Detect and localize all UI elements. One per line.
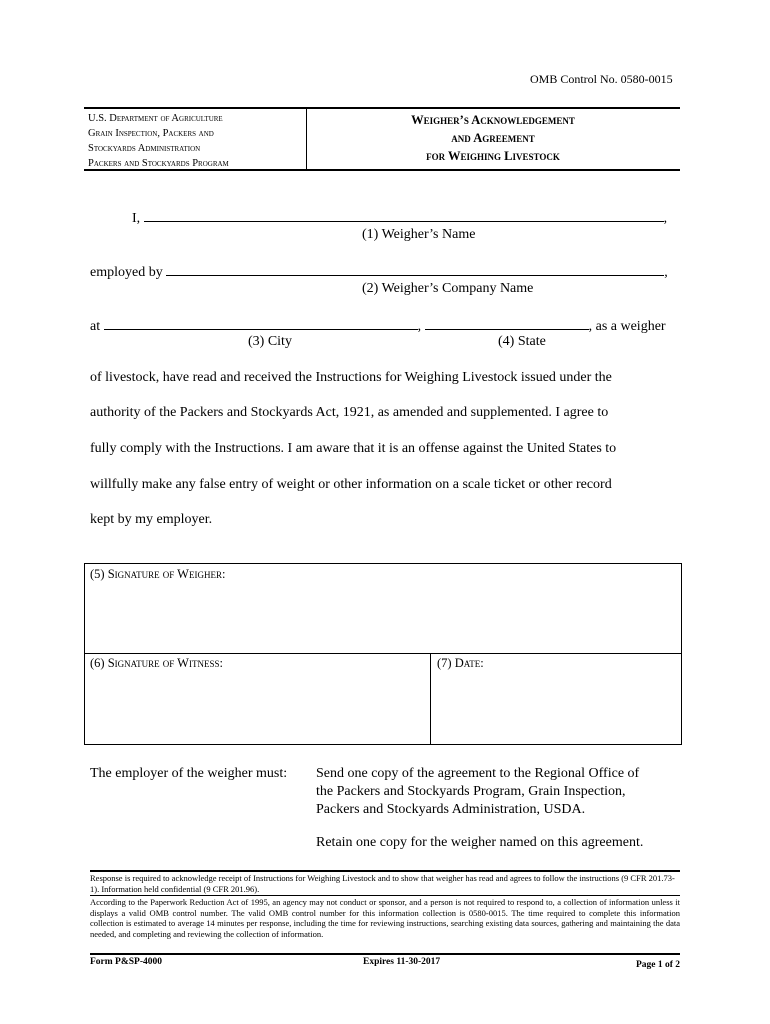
i-suffix: , [663,211,668,226]
paperwork-notice: According to the Paperwork Reduction Act of 1995, an agency may not conduct or sponsor, and a person is not required to respond to, a collection of information unless it displays a valid OMB control number. The valid OMB control number for this information collection is 0580-0015. The time required to complete this information collection is estimated to average 14 minutes per response, including the time for reviewing instructions, searching existing data sources, gathering and maintaining the data needed, and completing and reviewing the collection of information. [90,897,680,939]
witness-signature-label: (6) Signature of Witness: [90,656,223,670]
employer-instruction-retain: Retain one copy for the weigher named on this agreement. [316,835,644,850]
employer-instruction-send [316,765,676,819]
expiration-date: Expires 11-30-2017 [363,957,441,967]
signature-box-divider [84,653,682,654]
footer-rule [90,953,680,955]
agency-line: Packers and Stockyards Program [88,158,229,169]
employed-prefix: employed by [90,265,163,280]
date-label: (7) Date: [437,656,484,670]
fine-print-top-rule [90,870,680,872]
title-line: and Agreement [451,131,535,145]
company-name-caption: (2) Weigher’s Company Name [362,281,534,296]
body-line: fully comply with the Instructions. I am aware that it is an offense against the United States to [90,441,617,456]
body-line: kept by my employer. [90,512,213,527]
body-line: willfully make any false entry of weight or other information on a scale ticket or other record [90,477,612,492]
witness-date-divider [430,653,431,744]
company-name-field[interactable] [166,262,664,276]
as-a-weigher: , as a weigher [588,319,666,334]
weigher-signature-label: (5) Signature of Weigher: [90,567,226,581]
weigher-name-field[interactable] [144,208,664,222]
fine-print-divider [90,895,680,896]
agency-line: U.S. Department of Agriculture [88,113,223,124]
title-line: Weigher’s Acknowledgement [411,113,575,127]
form-number: Form P&SP-4000 [90,957,163,967]
weigher-name-caption: (1) Weigher’s Name [362,227,476,242]
employer-label: The employer of the weigher must: [90,766,288,781]
city-field[interactable] [104,316,418,330]
agency-line: Grain Inspection, Packers and [88,128,214,139]
i-prefix: I, [132,211,141,226]
instruction-line: Send one copy of the agreement to the Regional Office of [316,766,640,781]
city-state-line [90,316,666,335]
body-line: of livestock, have read and received the Instructions for Weighing Livestock issued under the [90,370,612,385]
comma: , [417,319,422,334]
instruction-line: Packers and Stockyards Administration, USDA. [316,802,586,817]
weigher-signature-field[interactable] [86,585,678,651]
page-number: Page 1 of 2 [636,960,681,970]
weigher-name-line [132,208,667,227]
agency-line: Stockyards Administration [88,143,201,154]
city-caption: (3) City [248,334,292,349]
response-notice: Response is required to acknowledge receipt of Instructions for Weighing Livestock and to show that weigher has read and agrees to follow the instructions (9 CFR 201.73-1). Information held confidential (9 CFR 201.96). [90,873,675,894]
at-prefix: at [90,319,101,334]
instruction-line: the Packers and Stockyards Program, Grain Inspection, [316,784,626,799]
body-line: authority of the Packers and Stockyards Act, 1921, as amended and supplemented. I agree to [90,405,609,420]
state-caption: (4) State [498,334,546,349]
employed-suffix: , [664,265,668,280]
agency-block [88,111,229,171]
omb-control-number: OMB Control No. 0580-0015 [530,72,673,86]
company-line [90,262,668,281]
title-line: for Weighing Livestock [426,149,560,163]
header-top-rule [84,107,680,109]
date-field[interactable] [433,674,678,742]
form-title [306,111,680,165]
state-field[interactable] [425,316,589,330]
witness-signature-field[interactable] [86,674,428,742]
